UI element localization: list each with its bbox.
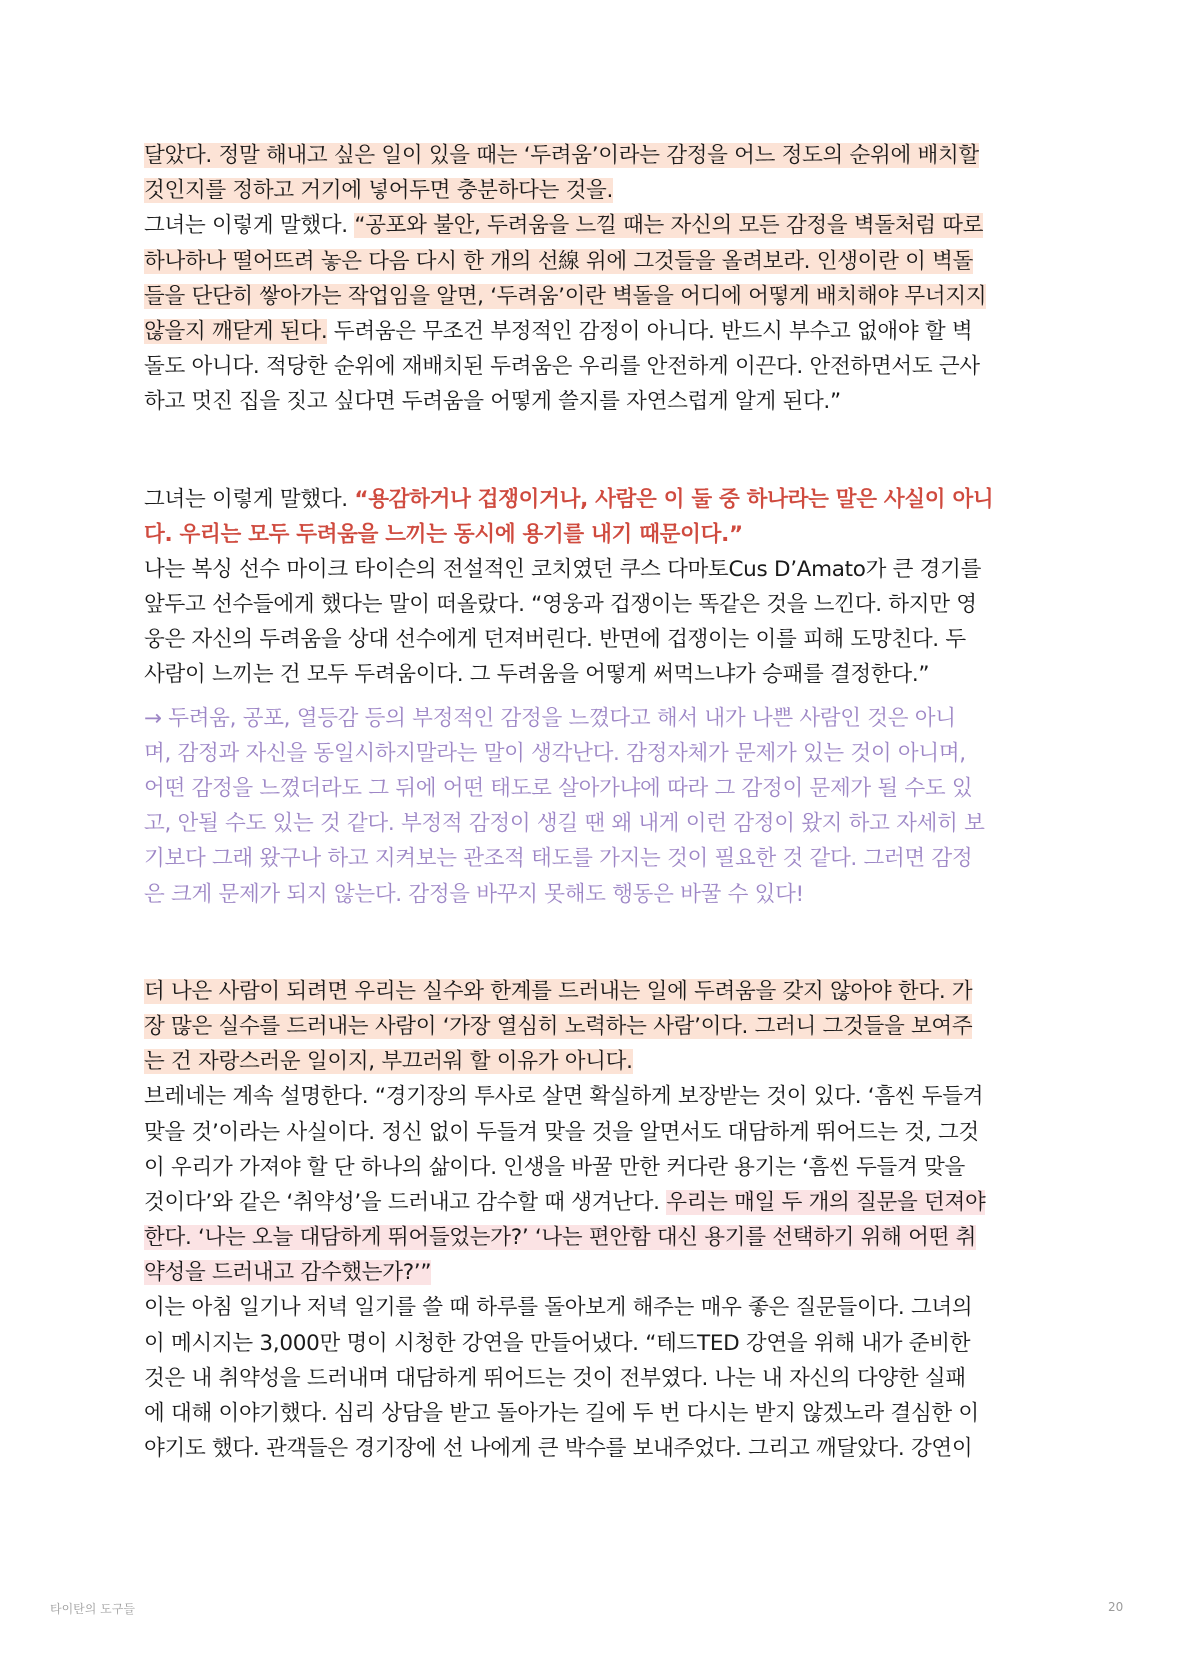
reader-note (144, 701, 1044, 912)
page-body (144, 138, 1044, 1466)
footer-book-title: 타이탄의 도구들 (50, 1602, 135, 1616)
highlighted-text: “공포와 불안, 두려움을 느낄 때는 자신의 모든 감정을 벽돌처럼 따로 (354, 213, 984, 239)
body-text: 브레네는 계속 설명한다. “경기장의 투사로 살면 확실하게 보장받는 것이 있다. ‘흠씬 두들겨 (144, 1084, 984, 1110)
body-text: 이 메시지는 3,000만 명이 시청한 강연을 만들어냈다. “테드TED 강연을 위해 내가 준비한 (144, 1330, 971, 1356)
body-text: 돌도 아니다. 적당한 순위에 재배치된 두려움은 우리를 안전하게 이끈다. 안전하면서도 근사 (144, 354, 980, 380)
note-text: → 두려움, 공포, 열등감 등의 부정적인 감정을 느꼈다고 해서 내가 나쁜 사람인 것은 아니 (144, 705, 956, 731)
highlighted-text: 는 건 자랑스러운 일이지, 부끄러워 할 이유가 아니다. (144, 1049, 633, 1075)
highlighted-text: 것인지를 정하고 거기에 넣어두면 충분하다는 것을. (144, 178, 614, 204)
note-text: 어떤 감정을 느꼈더라도 그 뒤에 어떤 태도로 살아가냐에 따라 그 감정이 문제가 될 수도 있 (144, 776, 973, 801)
highlighted-text: 않을지 깨닫게 된다. (144, 318, 328, 344)
note-text: 은 크게 문제가 되지 않는다. 감정을 바꾸지 못해도 행동은 바꿀 수 있다! (144, 881, 804, 907)
emphasis-quote: 다. 우리는 모두 두려움을 느끼는 동시에 용기를 내기 때문이다.” (144, 521, 743, 547)
body-text: 것이다’와 같은 ‘취약성’을 드러내고 감수할 때 생겨난다. (144, 1189, 667, 1215)
highlighted-text: 들을 단단히 쌓아가는 작업임을 알면, ‘두려움’이란 벽돌을 어디에 어떻게 배치해야 무너지지 (144, 283, 987, 309)
highlighted-text: 더 나은 사람이 되려면 우리는 실수와 한계를 드러내는 일에 두려움을 갖지 않아야 한다. 가 (144, 978, 973, 1004)
body-text: 두려움은 무조건 부정적인 감정이 아니다. 반드시 부수고 없애야 할 벽 (327, 318, 973, 344)
paragraph-2 (144, 208, 1044, 419)
body-text: 나는 복싱 선수 마이크 타이슨의 전설적인 코치였던 쿠스 다마토Cus D’Amato가 큰 경기를 (144, 556, 982, 582)
body-text: 사람이 느끼는 건 모두 두려움이다. 그 두려움을 어떻게 써먹느냐가 승패를 결정한다.” (144, 662, 930, 688)
paragraph-4 (144, 552, 1044, 693)
paragraph-6 (144, 1079, 1044, 1290)
highlighted-text: 장 많은 실수를 드러내는 사람이 ‘가장 열심히 노력하는 사람’이다. 그러니 그것들을 보여주 (144, 1013, 973, 1039)
highlighted-text: 달았다. 정말 해내고 싶은 일이 있을 때는 ‘두려움’이라는 감정을 어느 정도의 순위에 배치할 (144, 143, 979, 168)
paragraph-3 (144, 482, 1044, 552)
page-number: 20 (1108, 1600, 1124, 1614)
body-text: 것은 내 취약성을 드러내며 대담하게 뛰어드는 것이 전부였다. 나는 내 자신의 다양한 실패 (144, 1365, 966, 1391)
body-text: 맞을 것’이라는 사실이다. 정신 없이 두들겨 맞을 것을 알면서도 대담하게 뛰어드는 것, 그것 (144, 1119, 979, 1145)
body-text: 이 우리가 가져야 할 단 하나의 삶이다. 인생을 바꿀 만한 커다란 용기는 ‘흠씬 두들겨 맞을 (144, 1154, 965, 1180)
body-text: 앞두고 선수들에게 했다는 말이 떠올랐다. “영웅과 겁쟁이는 똑같은 것을 느낀다. 하지만 영 (144, 592, 977, 618)
body-text: 에 대해 이야기했다. 심리 상담을 받고 돌아가는 길에 두 번 다시는 받지 않겠노라 결심한 이 (144, 1401, 979, 1426)
highlighted-text: 한다. ‘나는 오늘 대담하게 뛰어들었는가?’ ‘나는 편안함 대신 용기를 선택하기 위해 어떤 취 (144, 1225, 977, 1251)
body-text: 그녀는 이렇게 말했다. (144, 213, 355, 239)
paragraph-1 (144, 138, 1044, 208)
body-text: 이는 아침 일기나 저녁 일기를 쓸 때 하루를 돌아보게 해주는 매우 좋은 질문들이다. 그녀의 (144, 1295, 973, 1321)
body-text: 그녀는 이렇게 말했다. (144, 486, 355, 512)
note-text: 며, 감정과 자신을 동일시하지말라는 말이 생각난다. 감정자체가 문제가 있는 것이 아니며, (144, 740, 966, 766)
highlighted-text: 우리는 매일 두 개의 질문을 던져야 (666, 1189, 986, 1215)
body-text: 하고 멋진 집을 짓고 싶다면 두려움을 어떻게 쓸지를 자연스럽게 알게 된다.” (144, 389, 841, 415)
body-text: 야기도 했다. 관객들은 경기장에 선 나에게 큰 박수를 보내주었다. 그리고 깨달았다. 강연이 (144, 1436, 973, 1462)
note-text: 고, 안될 수도 있는 것 같다. 부정적 감정이 생길 땐 왜 내게 이런 감정이 왔지 하고 자세히 보 (144, 811, 985, 837)
paragraph-7 (144, 1290, 1044, 1466)
body-text: 웅은 자신의 두려움을 상대 선수에게 던져버린다. 반면에 겁쟁이는 이를 피해 도망친다. 두 (144, 627, 966, 653)
emphasis-quote: “용감하거나 겁쟁이거나, 사람은 이 둘 중 하나라는 말은 사실이 아니 (354, 486, 994, 512)
highlighted-text: 약성을 드러내고 감수했는가?’” (144, 1260, 432, 1286)
paragraph-5 (144, 974, 1044, 1080)
highlighted-text: 하나하나 떨어뜨려 놓은 다음 다시 한 개의 선線 위에 그것들을 올려보라. 인생이란 이 벽돌 (144, 248, 974, 274)
note-text: 기보다 그래 왔구나 하고 지켜보는 관조적 태도를 가지는 것이 필요한 것 같다. 그러면 감정 (144, 846, 973, 872)
